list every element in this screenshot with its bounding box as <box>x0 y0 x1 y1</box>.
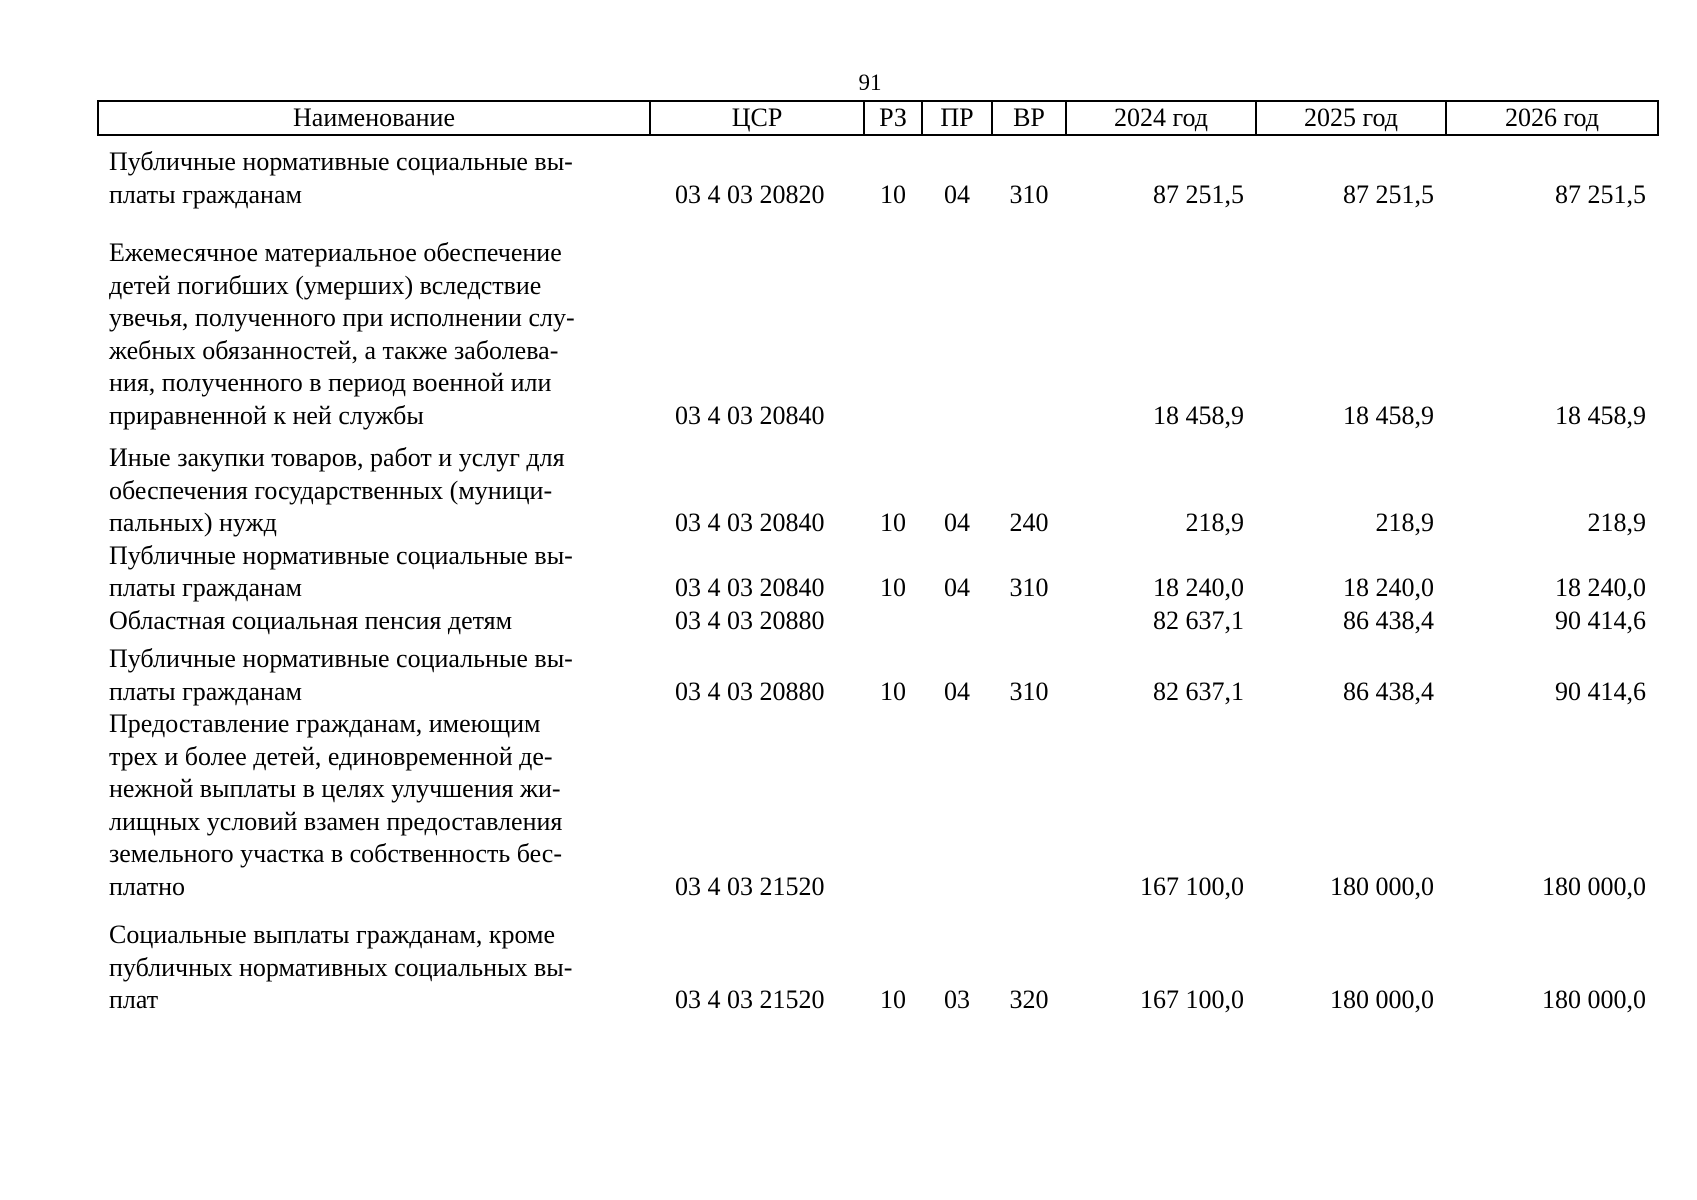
row-2024: 82 637,1 <box>1153 605 1244 635</box>
row-csr: 03 4 03 20840 <box>675 400 825 430</box>
header-row <box>98 101 1658 135</box>
header-2025: 2025 год <box>1256 101 1446 135</box>
row-2025: 180 000,0 <box>1330 871 1434 901</box>
row-name-line: Публичные нормативные социальные вы- <box>109 147 573 176</box>
row-csr: 03 4 03 21520 <box>675 985 825 1014</box>
row-2025: 18 458,9 <box>1343 400 1434 430</box>
table-row <box>98 540 1658 605</box>
row-name-line: плат <box>109 985 159 1014</box>
row-name-line: лищных условий взамен предоставления <box>109 806 563 836</box>
table-row <box>98 432 1658 540</box>
row-pr <box>922 605 992 638</box>
row-2024: 218,9 <box>1185 508 1244 537</box>
row-2025: 86 438,4 <box>1343 676 1434 706</box>
budget-table <box>97 100 1659 1017</box>
row-name-line: Социальные выплаты гражданам, кроме <box>109 920 555 949</box>
row-name-line: детей погибших (умерших) вследствие <box>109 270 542 300</box>
row-2025: 218,9 <box>1375 508 1434 537</box>
row-name-line: Иные закупки товаров, работ и услуг для <box>109 443 565 472</box>
row-2025: 86 438,4 <box>1343 605 1434 635</box>
row-2025: 180 000,0 <box>1330 985 1434 1014</box>
table-row <box>98 637 1658 708</box>
row-name <box>98 432 650 540</box>
row-2024: 167 100,0 <box>1140 871 1244 901</box>
page-number: 91 <box>858 70 882 95</box>
row-name <box>98 605 650 638</box>
row-2025: 18 240,0 <box>1343 573 1434 602</box>
header-pr: ПР <box>922 101 992 135</box>
row-2026: 18 458,9 <box>1555 400 1646 430</box>
header-2024: 2024 год <box>1066 101 1256 135</box>
row-rz: 10 <box>880 573 906 602</box>
row-csr: 03 4 03 20820 <box>675 179 825 209</box>
row-name-line: Публичные нормативные социальные вы- <box>109 644 573 673</box>
row-name-line: приравненной к ней службы <box>109 400 424 430</box>
header-2026: 2026 год <box>1446 101 1658 135</box>
row-name-line: Публичные нормативные социальные вы- <box>109 540 573 570</box>
row-2026: 87 251,5 <box>1555 179 1646 209</box>
row-2024: 82 637,1 <box>1153 676 1244 706</box>
row-csr: 03 4 03 21520 <box>675 871 825 901</box>
row-rz: 10 <box>880 676 906 706</box>
header-rz: РЗ <box>864 101 922 135</box>
row-name-line: жебных обязанностей, а также заболева- <box>109 335 559 365</box>
row-pr: 03 <box>944 985 970 1014</box>
header-csr: ЦСР <box>650 101 864 135</box>
row-2025: 87 251,5 <box>1343 179 1434 209</box>
row-csr: 03 4 03 20880 <box>675 605 825 635</box>
row-pr: 04 <box>944 573 970 602</box>
row-name-line: увечья, полученного при исполнении слу- <box>109 303 575 332</box>
row-name-line: трех и более детей, единовременной де- <box>109 741 553 771</box>
row-rz <box>864 605 922 638</box>
table-row <box>98 605 1658 638</box>
row-name-line: пальных) нужд <box>109 508 277 537</box>
row-rz: 10 <box>880 508 906 537</box>
row-rz <box>864 211 922 432</box>
row-csr: 03 4 03 20840 <box>675 508 825 537</box>
row-vr: 320 <box>1009 985 1049 1014</box>
row-2026: 180 000,0 <box>1542 871 1646 901</box>
row-pr: 04 <box>944 508 970 537</box>
row-2026: 18 240,0 <box>1555 573 1646 602</box>
table-row <box>98 135 1658 211</box>
row-vr <box>992 211 1066 432</box>
row-name <box>98 211 650 432</box>
row-rz: 10 <box>880 985 906 1014</box>
row-pr: 04 <box>944 179 970 209</box>
row-name-line: Ежемесячное материальное обеспечение <box>109 238 562 267</box>
row-csr: 03 4 03 20880 <box>675 676 825 706</box>
table-row <box>98 903 1658 1017</box>
row-name-line: нежной выплаты в целях улучшения жи- <box>109 774 561 803</box>
row-vr <box>992 605 1066 638</box>
row-name-line: обеспечения государственных (муници- <box>109 475 553 505</box>
row-2026: 90 414,6 <box>1555 676 1646 706</box>
row-vr: 310 <box>1009 179 1049 209</box>
row-name <box>98 135 650 211</box>
row-name-line: ния, полученного в период военной или <box>109 368 552 397</box>
row-name <box>98 708 650 903</box>
row-name-line: платы гражданам <box>109 676 302 706</box>
table-row <box>98 708 1658 903</box>
row-pr <box>922 211 992 432</box>
row-name-line: Областная социальная пенсия детям <box>109 605 513 635</box>
row-pr <box>922 708 992 903</box>
row-vr <box>992 708 1066 903</box>
row-name-line: платно <box>109 871 186 901</box>
row-vr: 310 <box>1009 676 1049 706</box>
row-2024: 87 251,5 <box>1153 179 1244 209</box>
table-row <box>98 211 1658 432</box>
row-vr: 240 <box>1009 508 1049 537</box>
header-name: Наименование <box>98 101 650 135</box>
row-name <box>98 903 650 1017</box>
row-name-line: Предоставление гражданам, имеющим <box>109 709 541 738</box>
row-vr: 310 <box>1009 573 1049 602</box>
row-2024: 18 458,9 <box>1153 400 1244 430</box>
row-2024: 18 240,0 <box>1153 573 1244 602</box>
table-header <box>98 101 1658 135</box>
row-rz <box>864 708 922 903</box>
row-2026: 180 000,0 <box>1542 985 1646 1014</box>
row-2026: 218,9 <box>1587 508 1646 537</box>
row-name-line: платы гражданам <box>109 573 302 602</box>
row-pr: 04 <box>944 676 970 706</box>
row-name <box>98 540 650 605</box>
row-name-line: земельного участка в собственность бес- <box>109 839 562 868</box>
row-2026: 90 414,6 <box>1555 605 1646 635</box>
row-name <box>98 637 650 708</box>
row-2024: 167 100,0 <box>1140 985 1244 1014</box>
table-body <box>98 135 1658 1017</box>
row-rz: 10 <box>880 179 906 209</box>
row-csr: 03 4 03 20840 <box>675 573 825 602</box>
row-name-line: платы гражданам <box>109 179 302 209</box>
row-name-line: публичных нормативных социальных вы- <box>109 952 573 982</box>
header-vr: ВР <box>992 101 1066 135</box>
